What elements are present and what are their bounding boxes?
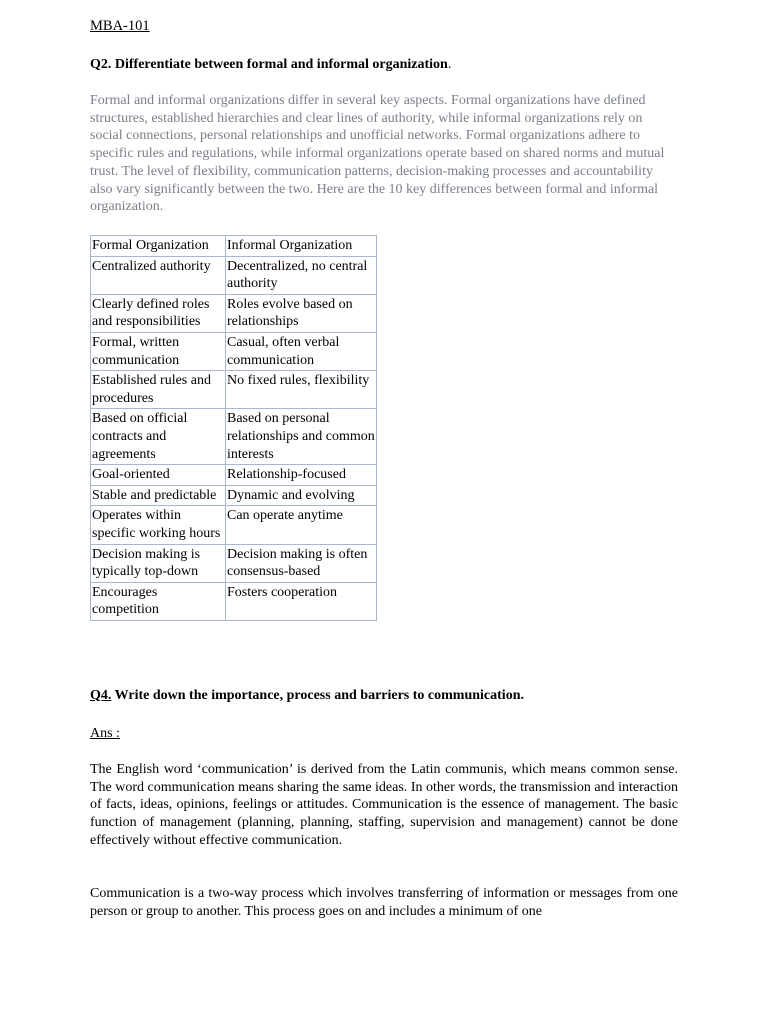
table-cell-formal: Centralized authority [91, 256, 226, 294]
table-row [91, 332, 377, 370]
course-code: MBA-101 [90, 18, 150, 34]
table-cell-formal: Operates within specific working hours [91, 506, 226, 544]
differences-table [90, 235, 377, 621]
table-row [91, 465, 377, 486]
table-row [91, 485, 377, 506]
question-2-heading [90, 56, 451, 74]
table-cell-informal: Fosters cooperation [226, 582, 377, 620]
table-cell-formal: Goal-oriented [91, 465, 226, 486]
table-cell-formal: Decision making is typically top-down [91, 544, 226, 582]
question-2-heading-text: Q2. Differentiate between formal and informal organization [90, 57, 448, 72]
question-4-number: Q4. [90, 688, 112, 703]
table-cell-informal: Decentralized, no central authority [226, 256, 377, 294]
table-header-formal: Formal Organization [91, 236, 226, 257]
table-cell-formal: Stable and predictable [91, 485, 226, 506]
table-row [91, 294, 377, 332]
table-row [91, 506, 377, 544]
question-4-heading [90, 687, 524, 705]
table-cell-informal: Can operate anytime [226, 506, 377, 544]
table-cell-informal: Based on personal relationships and common interests [226, 409, 377, 465]
table-cell-informal: Decision making is often consensus-based [226, 544, 377, 582]
table-cell-formal: Established rules and procedures [91, 371, 226, 409]
answer-label: Ans : [90, 726, 120, 741]
table-row [91, 256, 377, 294]
table-cell-informal: Roles evolve based on relationships [226, 294, 377, 332]
table-cell-informal: Dynamic and evolving [226, 485, 377, 506]
table-row [91, 582, 377, 620]
table-row [91, 544, 377, 582]
table-header-informal: Informal Organization [226, 236, 377, 257]
question-4-heading-text: Write down the importance, process and barriers to communication. [111, 688, 524, 703]
table-row [91, 371, 377, 409]
table-cell-informal: Relationship-focused [226, 465, 377, 486]
table-cell-formal: Formal, written communication [91, 332, 226, 370]
question-2-heading-period: . [447, 57, 452, 72]
question-2-intro-paragraph: Formal and informal organizations differ in several key aspects. Formal organizations have defined structures, established hierarchies and clear lines of authority, while informal organizations rely on social connections, personal relationships and unofficial networks. Formal organizations adhere to specific rules and regulations, while informal organizations operate based on shared norms and mutual trust. The level of flexibility, communication patterns, decision-making processes and accountability also vary significantly between the two. Here are the 10 key differences between formal and informal organization. [90, 93, 665, 215]
table-cell-formal: Encourages competition [91, 582, 226, 620]
table-cell-formal: Based on official contracts and agreements [91, 409, 226, 465]
table-cell-informal: No fixed rules, flexibility [226, 371, 377, 409]
table-header-row [91, 236, 377, 257]
answer-paragraph-1: The English word ‘communication’ is derived from the Latin communis, which means common sense. The word communication means sharing the same ideas. In other words, the transmission and interaction of facts, ideas, opinions, feelings or attitudes. Communication is the essence of management. The basic function of management (planning, planning, staffing, supervision and management) cannot be done effectively without effective communication. [90, 762, 678, 848]
differences-table-body [91, 236, 377, 621]
table-cell-informal: Casual, often verbal communication [226, 332, 377, 370]
table-row [91, 409, 377, 465]
table-cell-formal: Clearly defined roles and responsibilities [91, 294, 226, 332]
answer-paragraph-2: Communication is a two-way process which involves transferring of information or messages from one person or group to another. This process goes on and includes a minimum of one [90, 886, 678, 919]
